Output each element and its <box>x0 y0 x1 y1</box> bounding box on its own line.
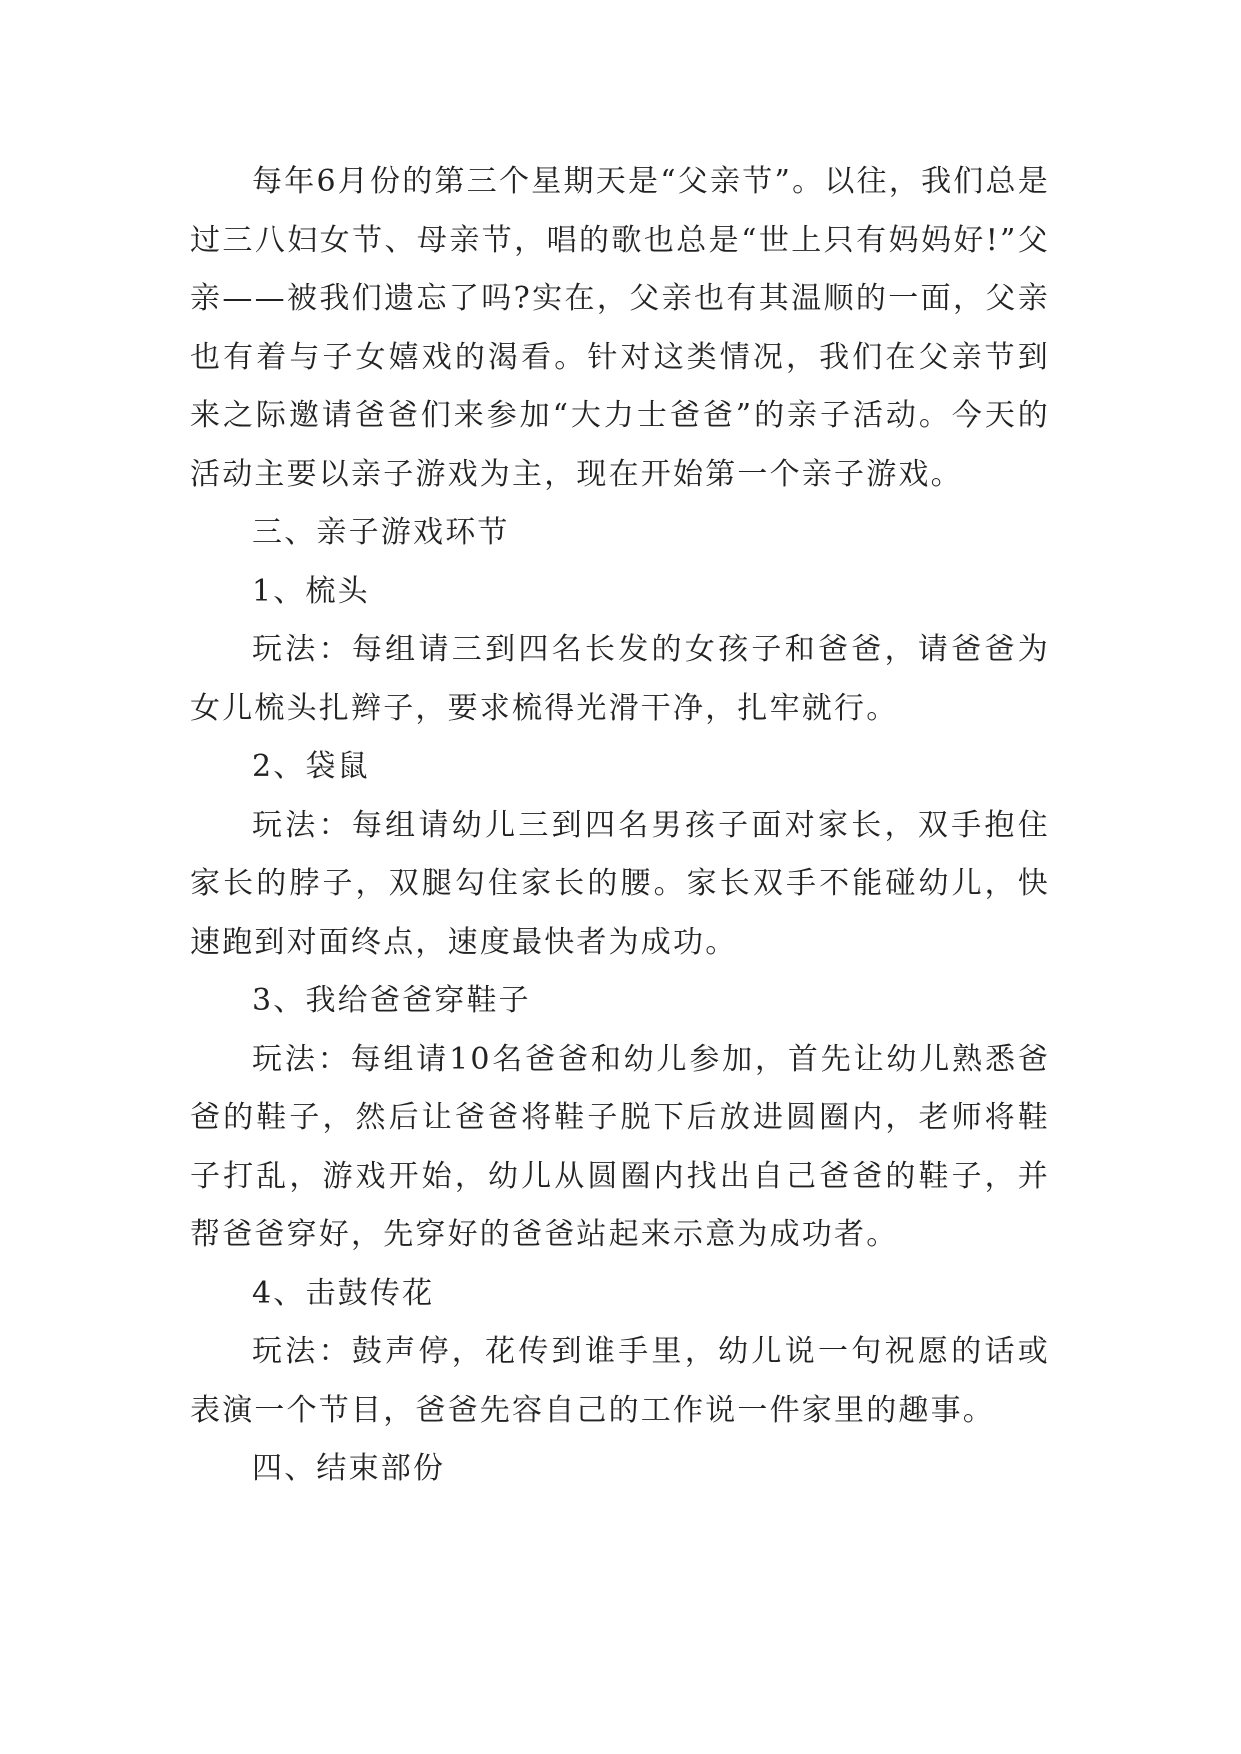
section-heading-closing: 四、结束部份 <box>252 1451 446 1486</box>
game-title-kangaroo: 2、袋鼠 <box>252 749 370 784</box>
game-rules-kangaroo: 玩法：每组请幼儿三到四名男孩子面对家长，双手抱住家长的脖子，双腿勾住家长的腰。家长双手不能碰幼儿，快速跑到对面终点，速度最快者为成功。 <box>190 807 1050 960</box>
game-rules-pass-the-flower: 玩法：鼓声停，花传到谁手里，幼儿说一句祝愿的话或表演一个节目，爸爸先容自己的工作说一件家里的趣事。 <box>190 1334 1050 1428</box>
game-title-putting-on-shoes: 3、我给爸爸穿鞋子 <box>252 983 531 1018</box>
game-rules-putting-on-shoes: 玩法：每组请10名爸爸和幼儿参加，首先让幼儿熟悉爸爸的鞋子，然后让爸爸将鞋子脱下后放进圆圈内，老师将鞋子打乱，游戏开始，幼儿从圆圈内找出自己爸爸的鞋子，并帮爸爸穿好，先穿好的爸爸站起来示意为成功者。 <box>190 1041 1050 1252</box>
game-title-combing-hair: 1、梳头 <box>252 573 370 609</box>
document-body <box>190 153 1050 1499</box>
intro-paragraph: 每年6月份的第三个星期天是“父亲节”。以往，我们总是过三八妇女节、母亲节，唱的歌也总是“世上只有妈妈好!”父亲——被我们遗忘了吗?实在，父亲也有其温顺的一面，父亲也有着与子女嬉戏的渴看。针对这类情况，我们在父亲节到来之际邀请爸爸们来参加“大力士爸爸”的亲子活动。今天的活动主要以亲子游戏为主，现在开始第一个亲子游戏。 <box>190 164 1050 492</box>
section-heading-parent-child-games: 三、亲子游戏环节 <box>252 515 510 550</box>
game-rules-combing-hair: 玩法：每组请三到四名长发的女孩子和爸爸，请爸爸为女儿梳头扎辫子，要求梳得光滑干净，扎牢就行。 <box>190 632 1050 726</box>
game-title-pass-the-flower: 4、击鼓传花 <box>252 1275 435 1311</box>
